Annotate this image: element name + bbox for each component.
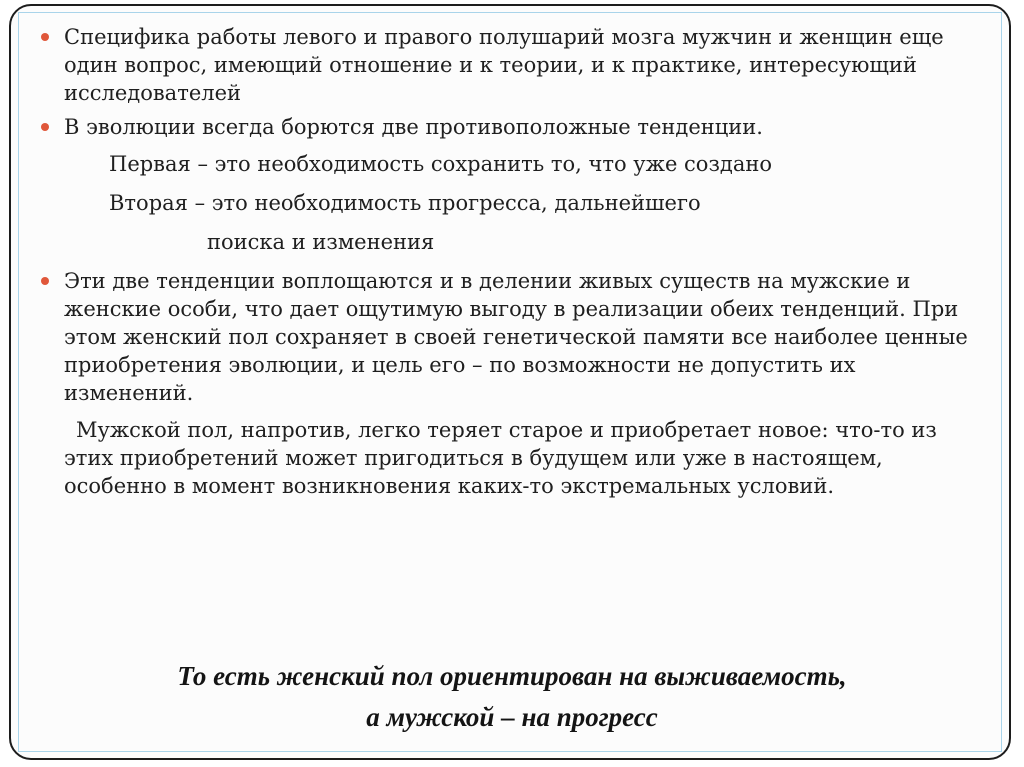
conclusion-line-1: То есть женский пол ориентирован на выживаемость, (177, 661, 847, 691)
bullet-dot-icon (39, 29, 51, 45)
slide (9, 4, 1011, 760)
bullet-3-continuation (39, 416, 989, 500)
slide-body (39, 23, 989, 500)
bullet-text-2: В эволюции всегда борются две противоположные тенденции. (64, 115, 763, 139)
sub-line-second-continued: поиска и изменения (207, 230, 435, 254)
bullet-item-1 (39, 23, 989, 107)
sub-line-first: Первая – это необходимость сохранить то, что уже создано (109, 152, 772, 176)
bullet-item-2 (39, 113, 989, 141)
bullet-text-3: Эти две тенденции воплощаются и в делении живых существ на мужские и женские особи, что дает ощутимую выгоду в реализации обеих тенденций. При этом женский пол сохраняет в своей генетической памяти все наиболее ценные приобретения эволюции, и цель его – по возможности не допустить их изменений. (64, 269, 968, 405)
continuation-text: Мужской пол, напротив, легко теряет старое и приобретает новое: что-то из этих приобретений может пригодиться в будущем или уже в настоящем, особенно в момент возникновения каких-то экстремальных условий. (64, 418, 937, 498)
conclusion-line-2: а мужской – на прогресс (366, 702, 658, 732)
sub-line-second: Вторая – это необходимость прогресса, дальнейшего (109, 191, 701, 215)
bullet-item-3 (39, 267, 989, 407)
bullet-dot-icon (39, 273, 51, 289)
bullet-text-1: Специфика работы левого и правого полушарий мозга мужчин и женщин еще один вопрос, имеющий отношение и к теории, и к практике, интересующий исследователей (64, 25, 944, 105)
bullet-dot-icon (39, 119, 51, 135)
